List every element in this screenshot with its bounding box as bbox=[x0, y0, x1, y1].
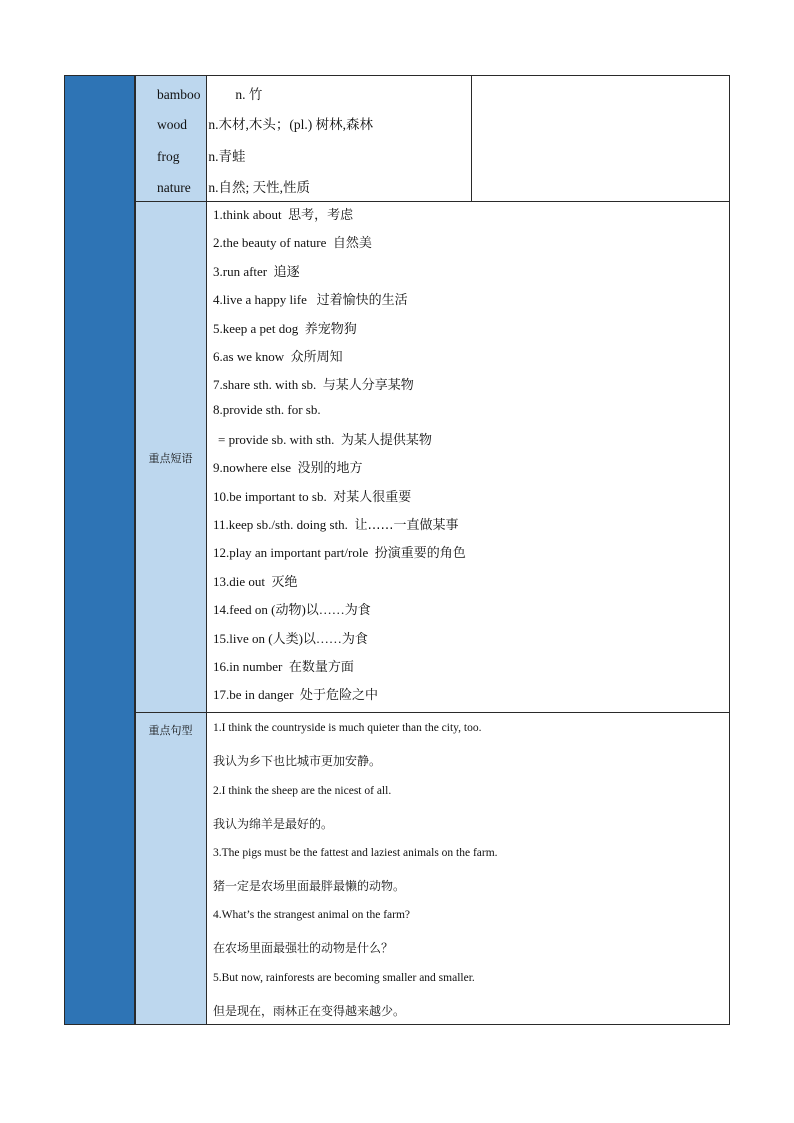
sentence-en: 2.I think the sheep are the nicest of all. bbox=[213, 785, 392, 797]
phrase-item: 6.as we know 众所周知 bbox=[213, 349, 343, 365]
vocab-cell-divider bbox=[471, 75, 472, 202]
phrases-label: 重点短语 bbox=[148, 452, 193, 465]
sentences-label: 重点句型 bbox=[148, 724, 193, 737]
bottom-border bbox=[206, 1024, 730, 1025]
phrase-item: 15.live on (人类)以……为食 bbox=[213, 631, 368, 646]
row-divider-1 bbox=[135, 201, 730, 202]
sentence-en: 3.The pigs must be the fattest and laziest animals on the farm. bbox=[213, 847, 498, 859]
label-column bbox=[135, 75, 206, 1025]
column-divider bbox=[135, 75, 136, 1025]
right-border bbox=[729, 75, 730, 1025]
phrase-item: 13.die out 灭绝 bbox=[213, 574, 298, 590]
phrase-item: 9.nowhere else 没别的地方 bbox=[213, 460, 363, 476]
left-accent-column bbox=[64, 75, 135, 1025]
vocab-meaning: n.青蛙 bbox=[208, 149, 246, 164]
vocab-word: nature bbox=[157, 180, 191, 195]
row-divider-2 bbox=[135, 712, 730, 713]
vocab-item bbox=[157, 83, 262, 103]
sentence-zh: 但是现在，雨林正在变得越来越少。 bbox=[213, 1004, 406, 1018]
sentence-zh: 我认为绵羊是最好的。 bbox=[213, 817, 334, 831]
sentence-en: 1.I think the countryside is much quieter than the city, too. bbox=[213, 722, 482, 734]
phrase-item: 12.play an important part/role 扮演重要的角色 bbox=[213, 545, 466, 561]
top-border bbox=[206, 75, 730, 76]
vocab-word: wood bbox=[157, 117, 187, 132]
phrase-item: = provide sb. with sth. 为某人提供某物 bbox=[218, 432, 432, 448]
phrase-item: 10.be important to sb. 对某人很重要 bbox=[213, 489, 412, 505]
sentence-en: 5.But now, rainforests are becoming smaller and smaller. bbox=[213, 972, 475, 984]
vocab-word: bamboo bbox=[157, 87, 201, 102]
vocab-meaning: n.自然; 天性,性质 bbox=[208, 180, 311, 195]
sentence-zh: 猪一定是农场里面最胖最懒的动物。 bbox=[213, 879, 406, 893]
vocab-item bbox=[157, 176, 310, 196]
vocab-word: frog bbox=[157, 149, 180, 164]
vocab-item bbox=[157, 145, 246, 165]
phrase-item: 2.the beauty of nature 自然美 bbox=[213, 235, 372, 251]
phrase-item: 11.keep sb./sth. doing sth. 让……一直做某事 bbox=[213, 517, 459, 533]
phrase-item: 4.live a happy life 过着愉快的生活 bbox=[213, 292, 408, 308]
vocab-meaning: n.木材,木头；(pl.) 树林,森林 bbox=[208, 117, 373, 132]
content-left-border bbox=[206, 75, 207, 1025]
phrase-item: 7.share sth. with sb. 与某人分享某物 bbox=[213, 377, 414, 393]
phrase-item: 5.keep a pet dog 养宠物狗 bbox=[213, 321, 357, 337]
phrase-item: 3.run after 追逐 bbox=[213, 264, 300, 280]
phrase-item: 17.be in danger 处于危险之中 bbox=[213, 687, 379, 703]
vocab-meaning: n. 竹 bbox=[235, 87, 263, 102]
phrase-item: 8.provide sth. for sb. bbox=[213, 402, 321, 417]
sentence-zh: 在农场里面最强壮的动物是什么？ bbox=[213, 941, 394, 955]
phrase-item: 1.think about 思考，考虑 bbox=[213, 207, 354, 223]
vocab-item bbox=[157, 113, 373, 133]
phrase-item: 16.in number 在数量方面 bbox=[213, 659, 354, 675]
sentence-en: 4.What’s the strangest animal on the farm? bbox=[213, 909, 411, 921]
sentence-zh: 我认为乡下也比城市更加安静。 bbox=[213, 754, 382, 768]
phrase-item: 14.feed on (动物)以……为食 bbox=[213, 602, 371, 617]
